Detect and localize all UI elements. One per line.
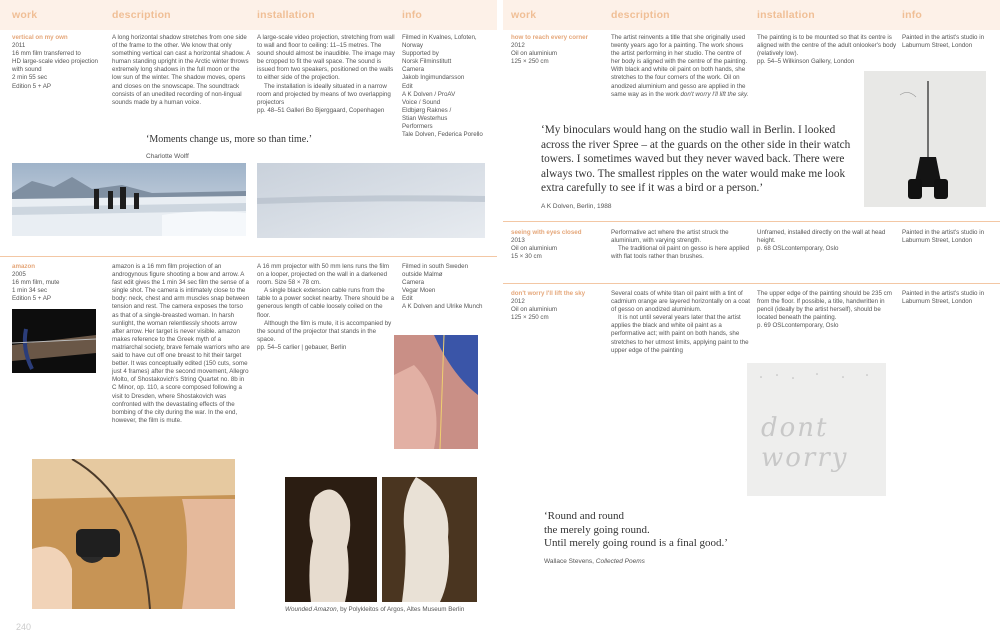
vertical-installation-text-1: A large-scale video projection, stretching from wall to wall and floor to ceiling: 11–15 metres. The sound should almost be inaudible. The image may be cropped to fit the wall space. The sound is issued from two speakers, positioned on the walls to either side of the projection. (257, 34, 395, 82)
reach-medium: Oil on aluminium (511, 50, 558, 58)
seeing-description-text-2: The traditional oil paint on gesso is here applied with flat tools rather than brushes. (611, 245, 750, 261)
sky-quote-source: Collected Poems (595, 557, 645, 565)
header-installation-right: installation (757, 9, 815, 21)
statue-caption-text: , by Polykleitos of Argos, Altes Museum Berlin (336, 606, 465, 613)
seeing-work-column (511, 229, 607, 261)
seeing-size: 15 × 30 cm (511, 253, 542, 261)
vertical-medium-2: HD large-scale video projection (12, 58, 98, 66)
binoculars-photo (864, 71, 986, 207)
seeing-description (611, 229, 750, 261)
amazon-info-filmed-2: outside Malmø (402, 271, 443, 279)
amazon-info-edit: A K Dolven and Ulrike Munch (402, 303, 483, 311)
amazon-info-camera: Vegar Moen (402, 287, 436, 295)
vertical-installation-ref: pp. 48–51 Galleri Bo Bjerggaard, Copenhagen (257, 106, 385, 114)
handwritten-title: dont worry (761, 413, 849, 473)
statue-photo-front (285, 477, 377, 602)
vertical-info-filmed: Filmed in Kvalnes, Lofoten, Norway (402, 34, 477, 50)
reach-info: Painted in the artist's studio in Laburnum Street, London (902, 34, 985, 50)
long-shadow-photo (257, 163, 485, 238)
seeing-year: 2013 (511, 237, 525, 245)
sky-title: don't worry I'll lift the sky (511, 290, 586, 297)
amazon-description: amazon is a 16 mm film projection of an androgynous figure shooting a bow and arrow. A fast edit gives the 1 min 34 sec film the sense of a single shot. The camera is intimately close to the body: neck, chest and arm muscles snap between tension and rest. The camera exposes the torso as that of a single-breasted woman. In harsh sunlight, the woman relentlessly shoots arrow after arrow. Her target is never visible. amazon makes reference to the Greek myth of a matriarchal society, brave female warriors who are said to have cut off one breast to hit their target better. It was conceptually edited (150 cuts, some just 4 frames) after the second movement, Allegro Molto, of Shostakovich's String Quartet no. 8b in C Minor, op. 110, a score composed following a visit to Dresden, where Shostakovich was confronted with the devastating effects of the bombing of the city during the war. In the end, however, the film is mute. (112, 263, 250, 424)
reach-description-text: The artist reinvents a title that she originally used twenty years ago for a painting. The work shows the artist performing in her studio. The centre of her body is aligned with the centre of the painting. With black and white oil paint on both hands, she stretches to the four corners of the work. Oil on anodized aluminium and gesso are applied in the same way as in the work (611, 34, 748, 98)
reach-description (611, 34, 750, 99)
amazon-title: amazon (12, 263, 36, 270)
amazon-work-column (12, 263, 108, 303)
vertical-year: 2011 (12, 42, 26, 50)
vertical-info-performers: Tale Dolven, Federica Porello (402, 131, 483, 139)
amazon-installation-text-1: A 16 mm projector with 50 mm lens runs the film on a looper, projected on the wall in a darkened room. Size 58 × 78 cm. (257, 263, 390, 287)
vertical-edition: Edition 5 + AP (12, 82, 52, 90)
reach-quote (541, 123, 861, 215)
sky-description-text-1: Several coats of white titan oil paint with a tint of cadmium orange are layered horizontally on a coat of gesso on anodized aluminium. (611, 290, 750, 314)
amazon-info-edit-label: Edit (402, 295, 413, 303)
snowscape-photo (12, 163, 246, 236)
seeing-installation (757, 229, 897, 253)
vertical-work-column (12, 34, 108, 91)
seeing-title: seeing with eyes closed (511, 229, 582, 236)
handwriting-photo (747, 363, 886, 496)
statue-caption-title: Wounded Amazon (285, 606, 337, 613)
amazon-info (402, 263, 494, 312)
amazon-duration: 1 min 34 sec (12, 287, 48, 295)
vertical-duration: 2 min 55 sec (12, 74, 48, 82)
archer-photo (32, 459, 235, 609)
vertical-info-supported-label: Supported by (402, 50, 439, 58)
reach-installation (757, 34, 897, 66)
reach-title: how to reach every corner (511, 34, 589, 41)
statue-caption (285, 606, 505, 613)
amazon-medium: 16 mm film, mute (12, 279, 60, 287)
statue-photo-side (382, 477, 477, 602)
header-info-right: info (902, 9, 923, 21)
row-divider-right-2 (503, 283, 1000, 284)
vertical-medium-3: with sound (12, 66, 42, 74)
amazon-year: 2005 (12, 271, 26, 279)
amazon-installation (257, 263, 395, 352)
reach-year: 2012 (511, 42, 525, 50)
sky-quote-line-1: ‘Round and round (544, 510, 625, 522)
vertical-title: vertical on my own (12, 34, 68, 41)
vertical-info-camera: Jakob Ingimundarsson (402, 74, 465, 82)
sky-quote-author: Wallace Stevens, (544, 557, 596, 565)
amazon-installation-ref: pp. 54–5 carlier | gebauer, Berlin (257, 343, 347, 351)
sky-quote-line-3: Until merely going round is a final good.’ (544, 537, 728, 550)
vertical-info-supported: Norsk Filminstitutt (402, 58, 452, 66)
seeing-description-text-1: Performative act where the artist struck the aluminium, with varying strength. (611, 229, 729, 245)
vertical-installation (257, 34, 395, 115)
sky-info: Painted in the artist's studio in Laburnum Street, London (902, 290, 985, 306)
seeing-installation-text: Unframed, installed directly on the wall at head height. (757, 229, 886, 245)
reach-quote-text: ‘My binoculars would hang on the studio wall in Berlin. I looked across the river Spree – at the guards on the other side in their watch towers. I sometimes waved but they never waved back. There were always two. The smallest ripples on the water would make me look extra carefully to see if it was a bird or a person.’ (541, 124, 851, 195)
header-description: description (112, 9, 171, 21)
vertical-info-voice: Eldbjørg Raknes / (402, 106, 452, 114)
amazon-chest-photo (394, 335, 478, 449)
reach-work-column (511, 34, 607, 66)
vertical-quote (146, 133, 386, 163)
reach-installation-text: The painting is to be mounted so that its centre is aligned with the centre of the adult onlooker's body (relatively low). (757, 34, 897, 58)
amazon-bow-photo (12, 309, 96, 373)
seeing-installation-ref: p. 68 OSLcontemporary, Oslo (757, 245, 839, 253)
header-info: info (402, 9, 423, 21)
header-installation: installation (257, 9, 315, 21)
sky-installation (757, 290, 897, 330)
row-divider-right-1 (503, 221, 1000, 222)
amazon-installation-text-2: A single black extension cable runs from the table to a power socket nearby. There should be a generous length of cable loosely coiled on the floor. (257, 287, 395, 319)
sky-medium: Oil on aluminium (511, 306, 558, 314)
header-band-left (0, 0, 497, 30)
sky-year: 2012 (511, 298, 525, 306)
vertical-description: A long horizontal shadow stretches from one side of the frame to the other. We know that only something vertical can cast a horizontal shadow. A human standing upright in the Arctic winter throws extremely long shadows in the full moon or the low sun of the winter. The shadow moves, opens and closes on the snowscape. The soundtrack consists of an unedited recording of non-lingual sounds made by a human voice. (112, 34, 250, 106)
vertical-medium: 16 mm film transferred to (12, 50, 81, 58)
vertical-info-voice-label: Voice / Sound (402, 98, 441, 106)
sky-description (611, 290, 750, 355)
vertical-quote-author: Charlotte Wolff (146, 153, 189, 160)
reach-installation-ref: pp. 54–5 Wilkinson Gallery, London (757, 58, 855, 66)
amazon-edition: Edition 5 + AP (12, 295, 52, 303)
reach-quote-author: A K Dolven, Berlin, 1988 (541, 202, 612, 210)
sky-installation-text: The upper edge of the painting should be 235 cm from the floor. If possible, a title, handwritten in pencil (ideally by the artist herself), should be located beneath the painting. (757, 290, 892, 322)
vertical-info (402, 34, 494, 139)
sky-size: 125 × 250 cm (511, 314, 549, 322)
vertical-installation-text-2: The installation is ideally situated in a narrow room and projected by means of two overlapping projectors (257, 82, 391, 106)
amazon-installation-text-3: Although the film is mute, it is accompanied by the sound of the projector that stands in the space. (257, 319, 392, 343)
vertical-info-edit: A K Dolven / ProAV (402, 90, 456, 98)
amazon-info-camera-label: Camera (402, 279, 425, 287)
header-band-right (503, 0, 1000, 30)
vertical-info-edit-label: Edit (402, 82, 413, 90)
header-work-right: work (511, 9, 537, 21)
header-description-right: description (611, 9, 670, 21)
seeing-medium: Oil on aluminium (511, 245, 558, 253)
header-work: work (12, 9, 38, 21)
sky-installation-ref: p. 69 OSLcontemporary, Oslo (757, 322, 839, 330)
sky-work-column (511, 290, 607, 322)
row-divider-left (0, 256, 497, 257)
amazon-info-filmed: Filmed in south Sweden (402, 263, 469, 270)
sky-quote (544, 510, 804, 568)
vertical-info-camera-label: Camera (402, 66, 425, 74)
vertical-quote-text: ‘Moments change us, more so than time.’ (146, 134, 313, 145)
sky-quote-line-2: the merely going round. (544, 523, 650, 536)
reach-size: 125 × 250 cm (511, 58, 549, 66)
sky-description-text-2: It is not until several years later that the artist applies the black and white oil paint as a performative act; with paint on both hands, she stretches to her utmost limits, applying paint to the upper edge of the painting (611, 314, 749, 354)
vertical-info-performers-label: Performers (402, 123, 433, 131)
vertical-info-voice-2: Stian Westerhus (402, 114, 448, 122)
page-number: 240 (16, 622, 32, 632)
seeing-info: Painted in the artist's studio in Laburnum Street, London (902, 229, 985, 245)
reach-description-title-ref: don't worry I'll lift the sky. (680, 90, 749, 98)
